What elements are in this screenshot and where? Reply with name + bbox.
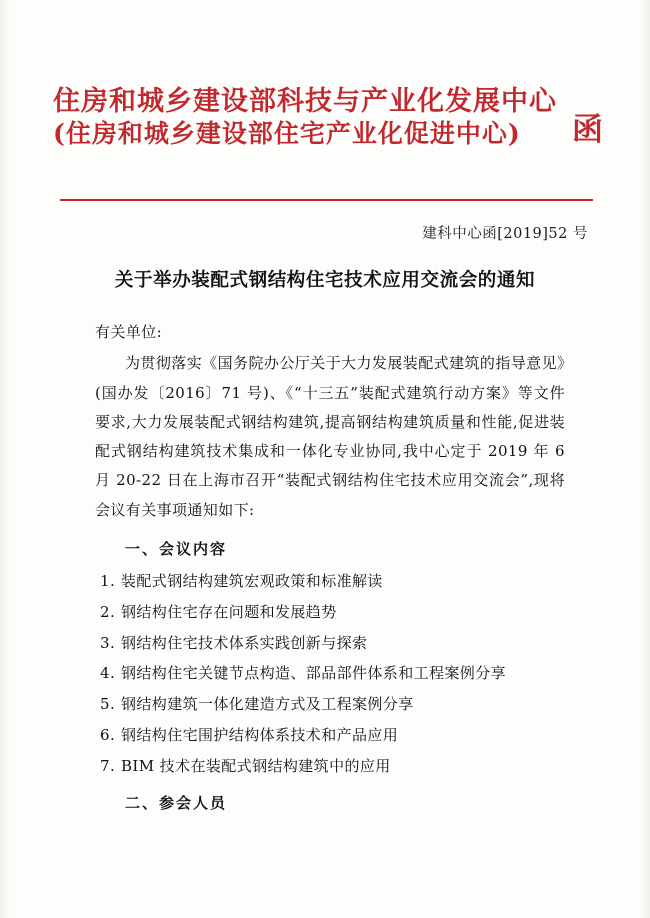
list-item: [95, 751, 565, 782]
document-body: [95, 318, 565, 819]
list-item: [95, 658, 565, 689]
list-item-number: 2.: [100, 602, 116, 621]
document-number: 建科中心函[2019]52 号: [422, 226, 588, 242]
list-item-label: 钢结构住宅围护结构体系技术和产品应用: [121, 725, 399, 744]
list-item: [95, 689, 565, 720]
list-item-label: 钢结构住宅技术体系实践创新与探索: [121, 633, 368, 652]
list-item-number: 4.: [100, 664, 116, 683]
section-heading-2: 二、参会人员: [125, 794, 228, 813]
letterhead: [0, 86, 650, 149]
list-item: [95, 628, 565, 659]
agenda-list: [95, 566, 565, 781]
letterhead-inner: [45, 86, 605, 149]
list-item-number: 5.: [100, 695, 116, 713]
salutation: 有关单位:: [95, 323, 163, 341]
letterhead-han-character: 函: [572, 112, 603, 148]
section-heading-1: 一、会议内容: [125, 539, 228, 558]
letterhead-line-2: (住房和城乡建设部住宅产业化促进中心): [53, 118, 521, 148]
list-item-number: 3.: [100, 633, 116, 652]
list-item-number: 6.: [100, 725, 116, 744]
red-divider-rule: [60, 199, 593, 201]
list-item-number: 1.: [100, 572, 116, 590]
body-paragraph: 为贯彻落实《国务院办公厅关于大力发展装配式建筑的指导意见》(国办发〔2016〕71 号)、《“十三五”装配式建筑行动方案》等文件要求,大力发展装配式钢结构建筑,提高钢结构建筑质量和性能,促进装配式钢结构建筑技术集成和一体化专业协同,我中心定于 2019 年 6 月 20-22 日在上海市召开“装配式钢结构住宅技术应用交流会”,现将会议有关事项通知如下:: [95, 354, 565, 519]
document-title: 关于举办装配式钢结构住宅技术应用交流会的通知: [114, 270, 536, 291]
list-item-label: 装配式钢结构建筑宏观政策和标准解读: [121, 572, 383, 590]
list-item: [95, 597, 565, 628]
list-item-label: BIM 技术在装配式钢结构建筑中的应用: [121, 756, 391, 775]
list-item-label: 钢结构住宅关键节点构造、部品部件体系和工程案例分享: [121, 664, 507, 683]
list-item-label: 钢结构住宅存在问题和发展趋势: [121, 602, 337, 621]
list-item-label: 钢结构建筑一体化建造方式及工程案例分享: [121, 695, 414, 713]
list-item-number: 7.: [100, 756, 116, 775]
list-item: [95, 720, 565, 751]
letterhead-line-1: 住房和城乡建设部科技与产业化发展中心: [53, 86, 557, 117]
list-item: [95, 566, 565, 597]
